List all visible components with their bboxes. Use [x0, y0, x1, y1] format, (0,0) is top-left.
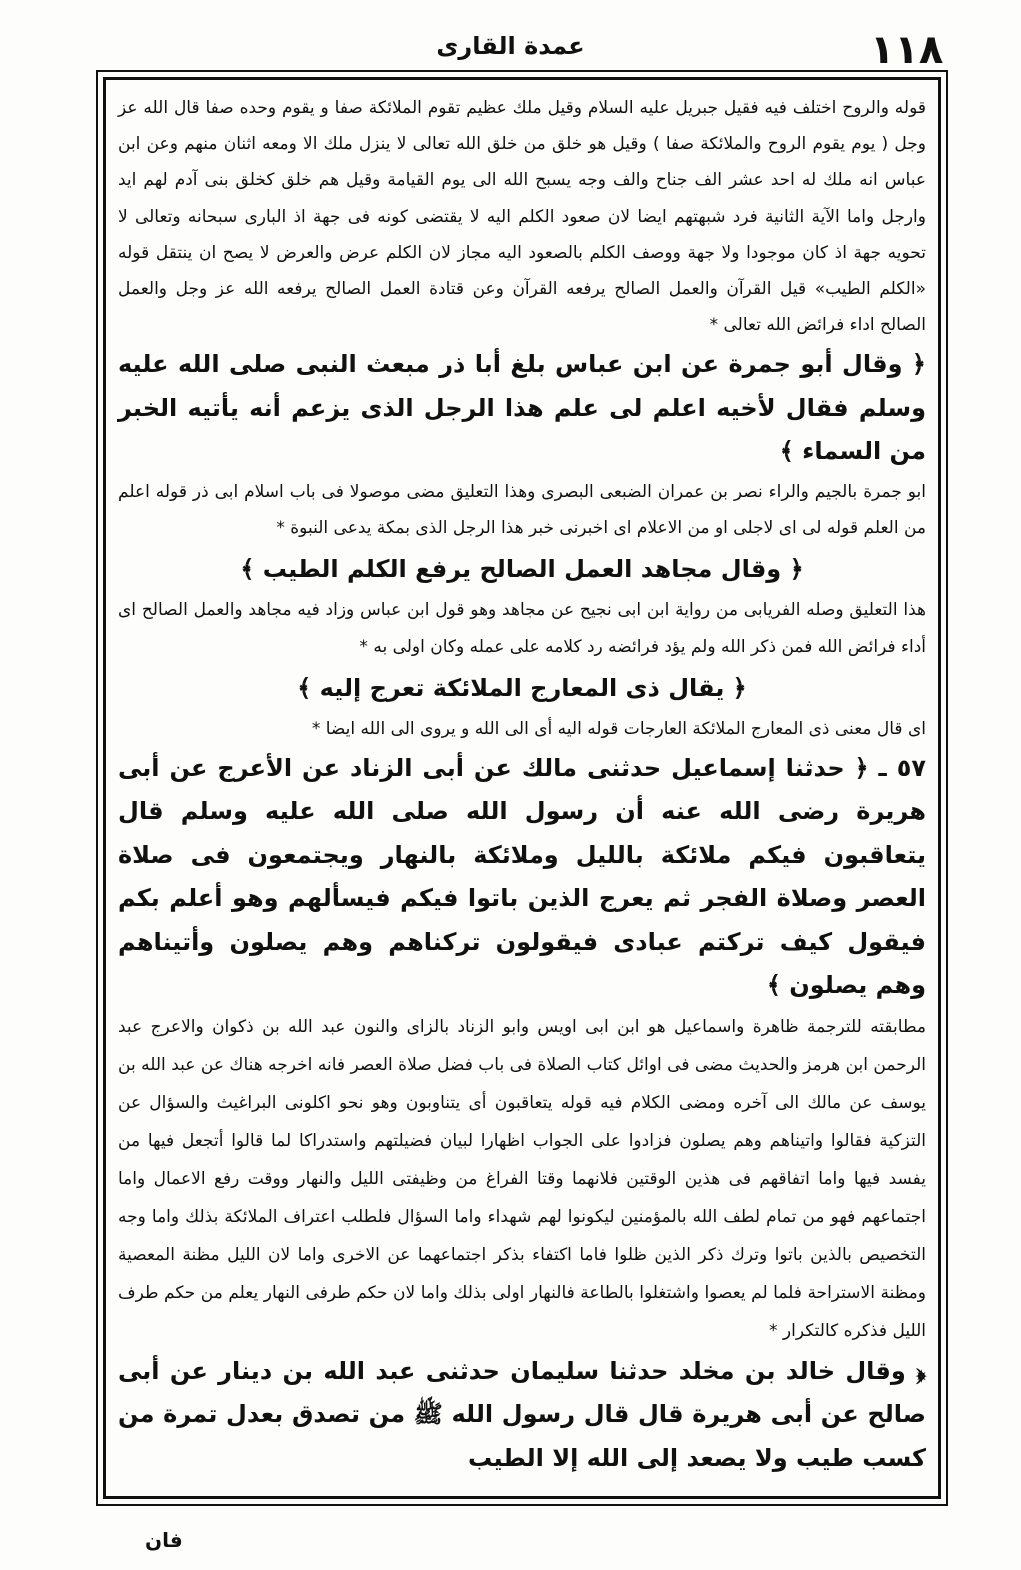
hadith-text-1: ﴿ وقال أبو جمرة عن ابن عباس بلغ أبا ذر مبعث النبى صلى الله عليه وسلم فقال لأخيه اعلم لى علم هذا الرجل الذى يزعم أنه يأتيه الخبر من السماء ﴾ [118, 350, 926, 466]
hadith-text-5: ﴿ وقال خالد بن مخلد حدثنا سليمان حدثنى عبد الله بن دينار عن أبى صالح عن أبى هريرة قال قال رسول الله ﷺ من تصدق بعدل تمرة من كسب طيب ولا يصعد إلى الله إلا الطيب [118, 1356, 926, 1472]
commentary-paragraph-5: مطابقته للترجمة ظاهرة واسماعيل هو ابن ابى اويس وابو الزناد بالزاى والنون عبد الله بن ذكوان والاعرج عبد الرحمن ابن هرمز والحديث مضى فى اوائل كتاب الصلاة فى باب فضل صلاة العصر فانه اخرجه هناك عن عبد الله بن يوسف عن مالك الى آخره ومضى الكلام فيه قوله يتعاقبون أى يتناوبون وهو نحو اكلونى البراغيث والسؤال عن التزكية فقالوا واتيناهم وهم يصلون فزادوا على الجواب اظهارا لبيان فضيلتهم واستدراكا لما قالوا أتجعل فيها من يفسد فيها واما اتفاقهم فى هذين الوقتين فلانهما وقتا الفراغ من وظيفتى الليل والنهار ووقت رفع الاعمال واما اجتماعهم فهو من تمام لطف الله بالمؤمنين ليكونوا لهم شهداء واما السؤال فلطلب اعتراف الملائكة بذلك واما وجه التخصيص بالذين باتوا وترك ذكر الذين ظلوا فاما اكتفاء بذكر اجتماعهما عن الاخرى واما لان الليل مظنة المعصية ومظنة الاستراحة فلما لم يعصوا واشتغلوا بالطاعة فالنهار اولى بذلك واما لان حكم طرفى النهار يعلم من حكم طرف الليل فذكره كالتكرار * [118, 1016, 926, 1341]
commentary-paragraph-1: قوله والروح اختلف فيه فقيل جبريل عليه السلام وقيل ملك عظيم تقوم الملائكة صفا و يقوم وحده صفا قال الله عز وجل ( يوم يقوم الروح والملائكة صفا ) وقيل هو خلق من خلق الله تعالى لا ينزل ملك الا ومعه اثنان منهم وعن ابن عباس انه ملك له احد عشر الف جناح والف وجه يسبح الله الى يوم القيامة وقيل هم خلق كخلق بنى آدم لهم ايد وارجل واما الآية الثانية فرد شبهتهم ايضا لان صعود الكلم اليه لا يقتضى كونه فى جهة اذ البارى سبحانه وتعالى لا تحويه جهة اذ كان موجودا ولا جهة ووصف الكلم بالصعود اليه مجاز لان الكلم عرض والعرض لا يصح ان ينتقل قوله «الكلم الطيب» قيل القرآن والعمل الصالح يرفعه القرآن وعن قتادة العمل الصالح يرفعه الله عز وجل والعمل الصالح اداء فرائض الله تعالى * [118, 98, 926, 336]
hadith-text-2: ﴿ وقال مجاهد العمل الصالح يرفع الكلم الطيب ﴾ [240, 555, 804, 584]
page-frame [103, 77, 941, 1499]
commentary-paragraph-3: هذا التعليق وصله الفريابى من رواية ابن ابى نجيح عن مجاهد وهو قول ابن عباس وزاد فيه مجاهد والعمل الصالح اى أداء فرائض الله فمن ذكر الله ولم يؤد فرائضه رد كلامه على عمله وكان اولى به * [118, 600, 926, 657]
catchword: فان [145, 1528, 183, 1552]
running-title: عمدة القارى [436, 32, 585, 60]
commentary-paragraph-2: ابو جمرة بالجيم والراء نصر بن عمران الضبعى البصرى وهذا التعليق مضى موصولا فى باب اسلام ابى ذر قوله اعلم من العلم قوله لى اى لاجلى او من الاعلام اى اخبرنى خبر هذا الرجل الذى بمكة يدعى النبوة * [118, 481, 926, 539]
page-number: ١١٨ [870, 27, 944, 73]
hadith-text-3: ﴿ يقال ذى المعارج الملائكة تعرج إليه ﴾ [297, 673, 747, 702]
commentary-paragraph-4: اى قال معنى ذى المعارج الملائكة العارجات قوله اليه أى الى الله و يروى الى الله ايضا * [311, 718, 926, 739]
hadith-text-4: ٥٧ ـ ﴿ حدثنا إسماعيل حدثنى مالك عن أبى الزناد عن الأعرج عن أبى هريرة رضى الله عنه أن رسول الله صلى الله عليه وسلم قال يتعاقبون فيكم ملائكة بالليل وملائكة بالنهار ويجتمعون فى صلاة العصر وصلاة الفجر ثم يعرج الذين باتوا فيكم فيسألهم وهو أعلم بكم فيقول كيف تركتم عبادى فيقولون تركناهم وهم يصلون وأتيناهم وهم يصلون ﴾ [118, 753, 926, 1000]
